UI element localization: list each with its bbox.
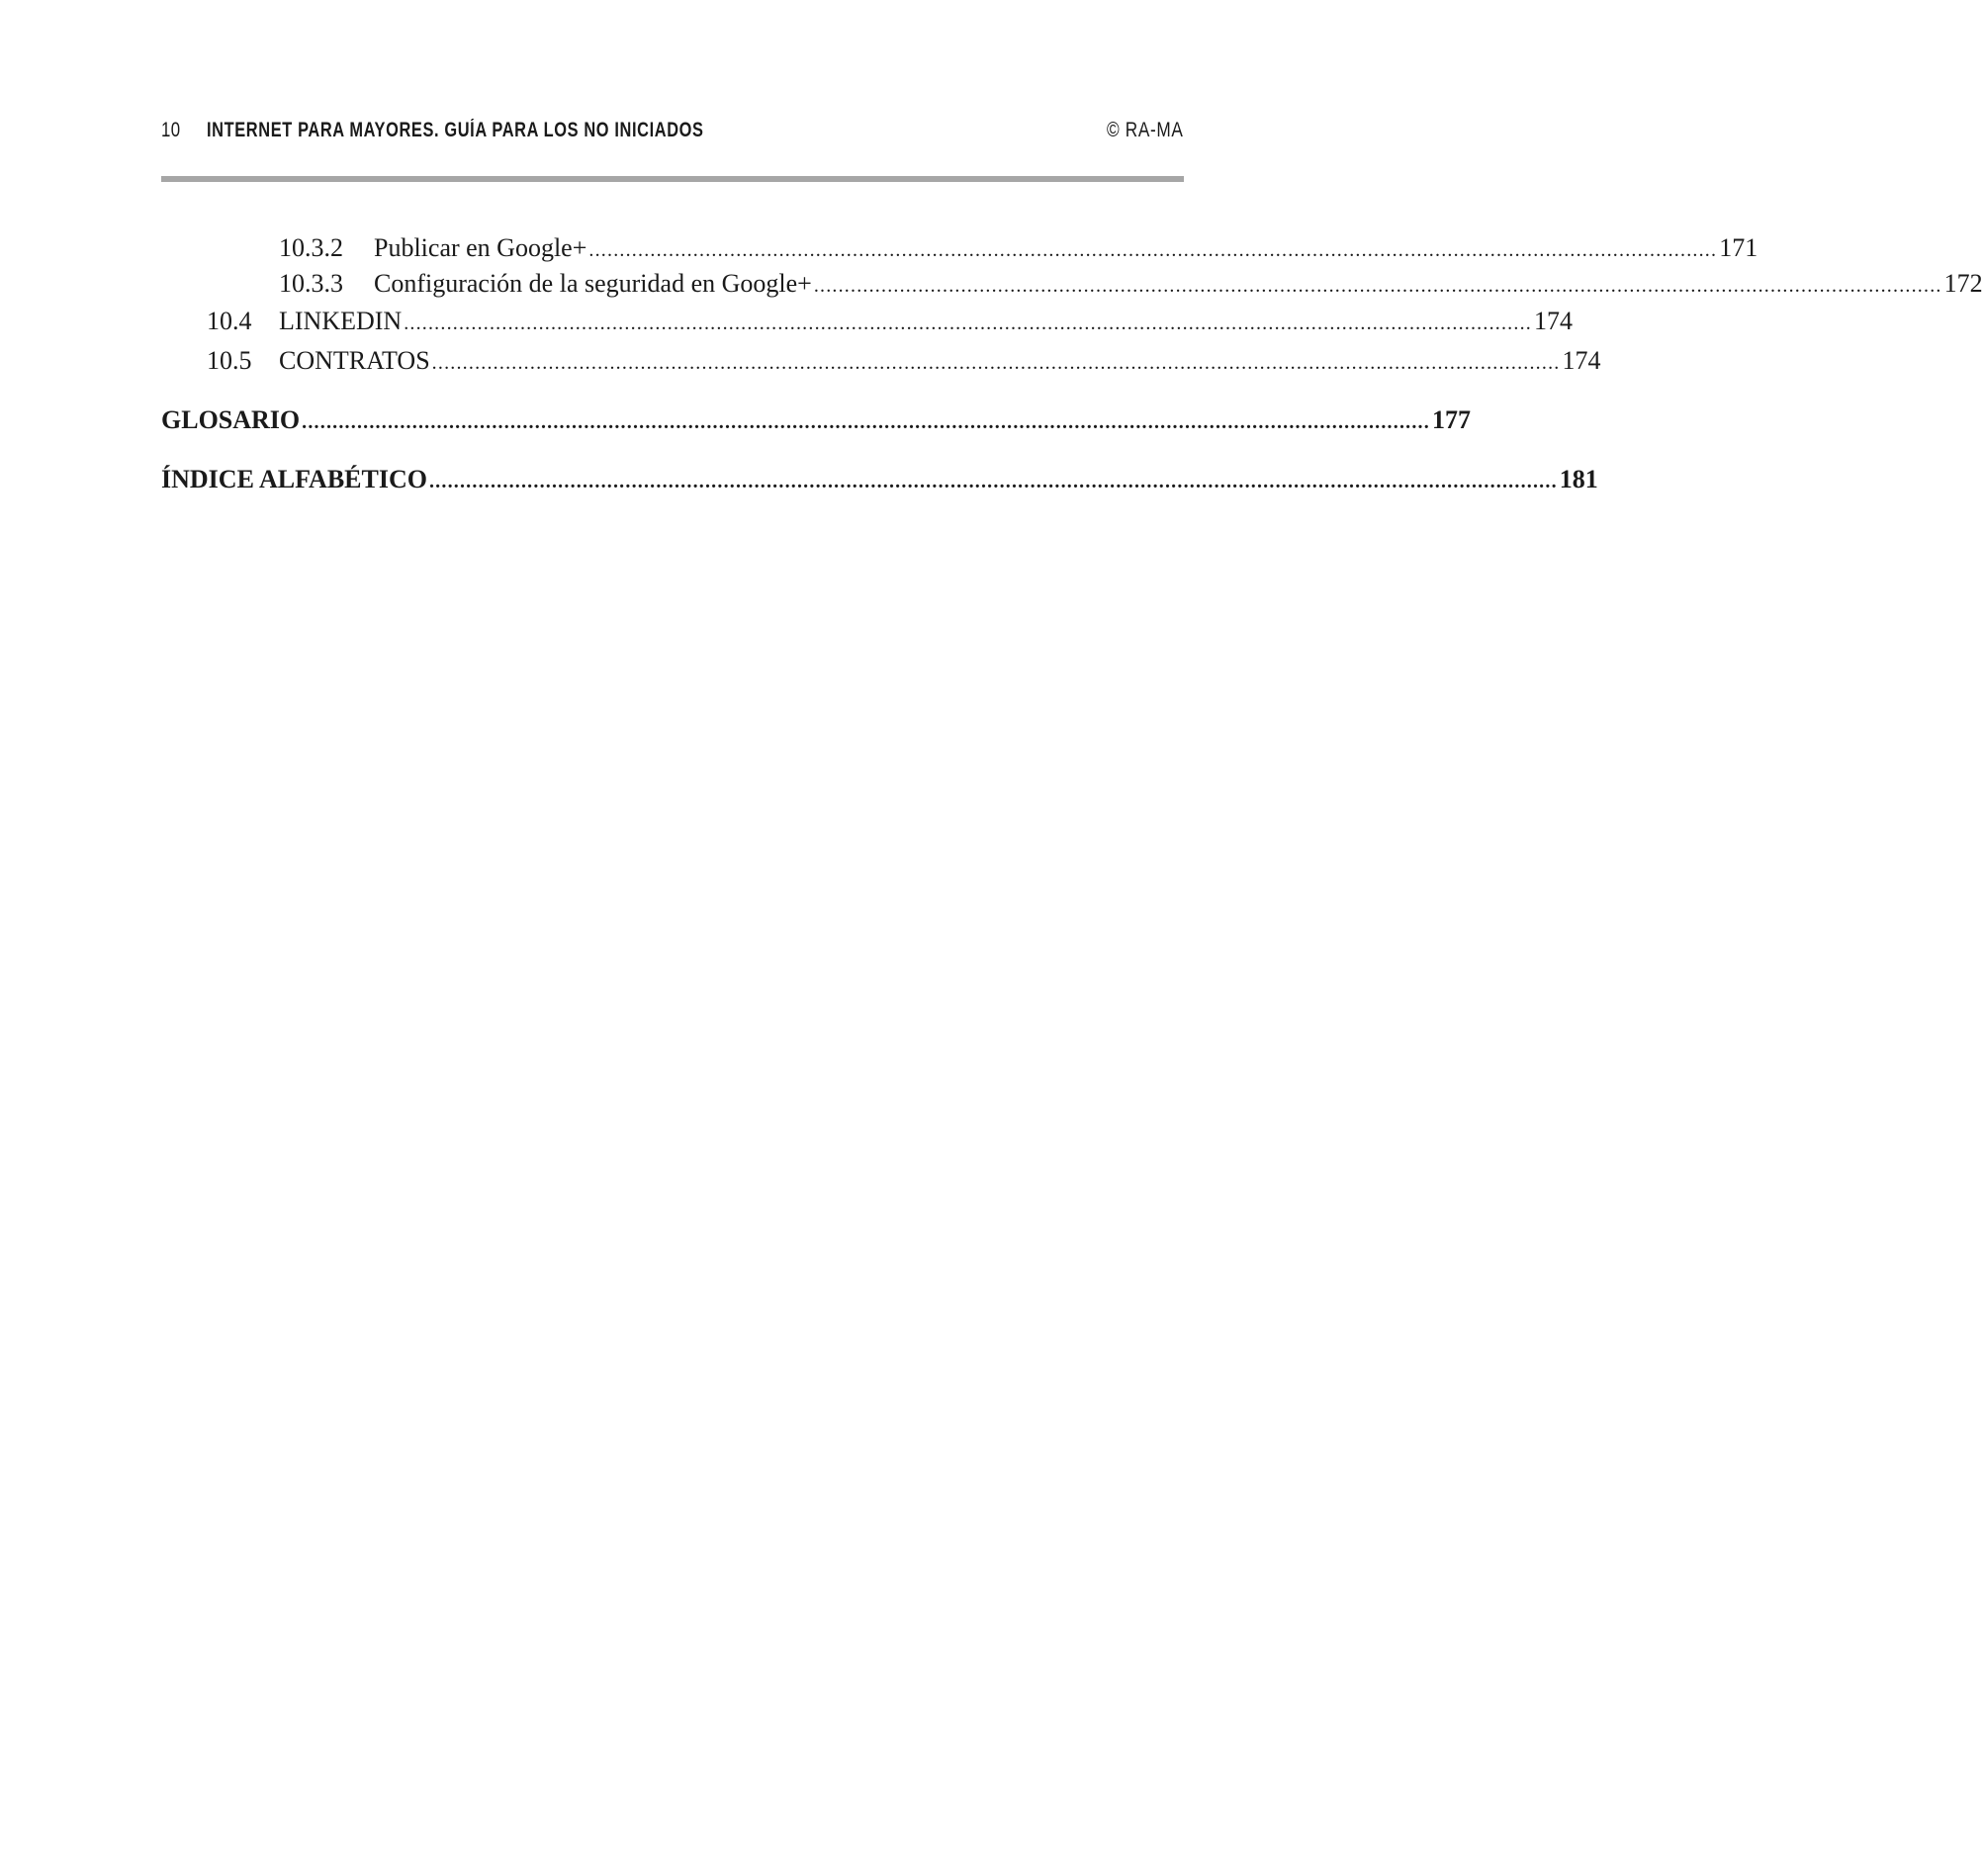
toc-leader-dots: ........................................................................................................................................................................................: [813, 275, 1942, 297]
toc-entry-indice-alfabetico[interactable]: [161, 463, 1598, 496]
toc-entry-page: 174: [1562, 346, 1601, 375]
toc-leader-dots: ........................................................................................................................................................................................: [428, 471, 1558, 492]
toc-entry-number: 10.3.2: [279, 233, 343, 262]
header-divider: [161, 176, 1184, 182]
header-publisher: © RA-MA: [1107, 119, 1184, 141]
toc-entry-line: [161, 403, 1471, 439]
toc-entry-label: Publicar en Google+: [374, 233, 587, 262]
toc-entry-10-3-2[interactable]: [161, 231, 1758, 265]
toc-leader-dots: ........................................................................................................................................................................................: [588, 239, 1718, 261]
toc-entry-number: 10.4: [207, 307, 252, 335]
toc-entry-label: LINKEDIN: [279, 307, 403, 335]
toc-entry-label: Configuración de la seguridad en Google+: [374, 269, 812, 298]
toc-entry-page: 171: [1719, 233, 1758, 262]
toc-entry-line: [374, 231, 1758, 267]
toc-entry-label: GLOSARIO: [161, 405, 301, 434]
toc-entry-glosario[interactable]: [161, 403, 1471, 437]
running-header: [161, 115, 1184, 150]
toc-entry-number: 10.5: [207, 346, 252, 375]
toc-entry-page: 174: [1534, 307, 1573, 335]
toc-entry-label: CONTRATOS: [279, 346, 430, 375]
toc-leader-dots: ........................................................................................................................................................................................: [302, 411, 1430, 433]
toc-entry-page: 172: [1943, 269, 1983, 298]
toc-leader-dots: ........................................................................................................................................................................................: [404, 313, 1532, 334]
toc-entry-line: [279, 305, 1573, 340]
toc-entry-page: 177: [1431, 405, 1471, 434]
toc-entry-label: ÍNDICE ALFABÉTICO: [161, 465, 427, 493]
toc-entry-line: [161, 463, 1598, 498]
header-page-number: 10: [161, 119, 181, 141]
header-book-title: INTERNET PARA MAYORES. GUÍA PARA LOS NO INICIADOS: [207, 119, 704, 141]
toc-entry-10-5[interactable]: [161, 344, 1601, 378]
toc-entry-10-3-3[interactable]: [161, 267, 1983, 301]
toc-entry-line: [279, 344, 1601, 380]
toc-entry-line: [374, 267, 1983, 303]
toc-entry-number: 10.3.3: [279, 269, 343, 298]
toc-entry-10-4[interactable]: [161, 305, 1573, 338]
toc-leader-dots: ........................................................................................................................................................................................: [431, 352, 1561, 374]
toc-entry-page: 181: [1559, 465, 1598, 493]
